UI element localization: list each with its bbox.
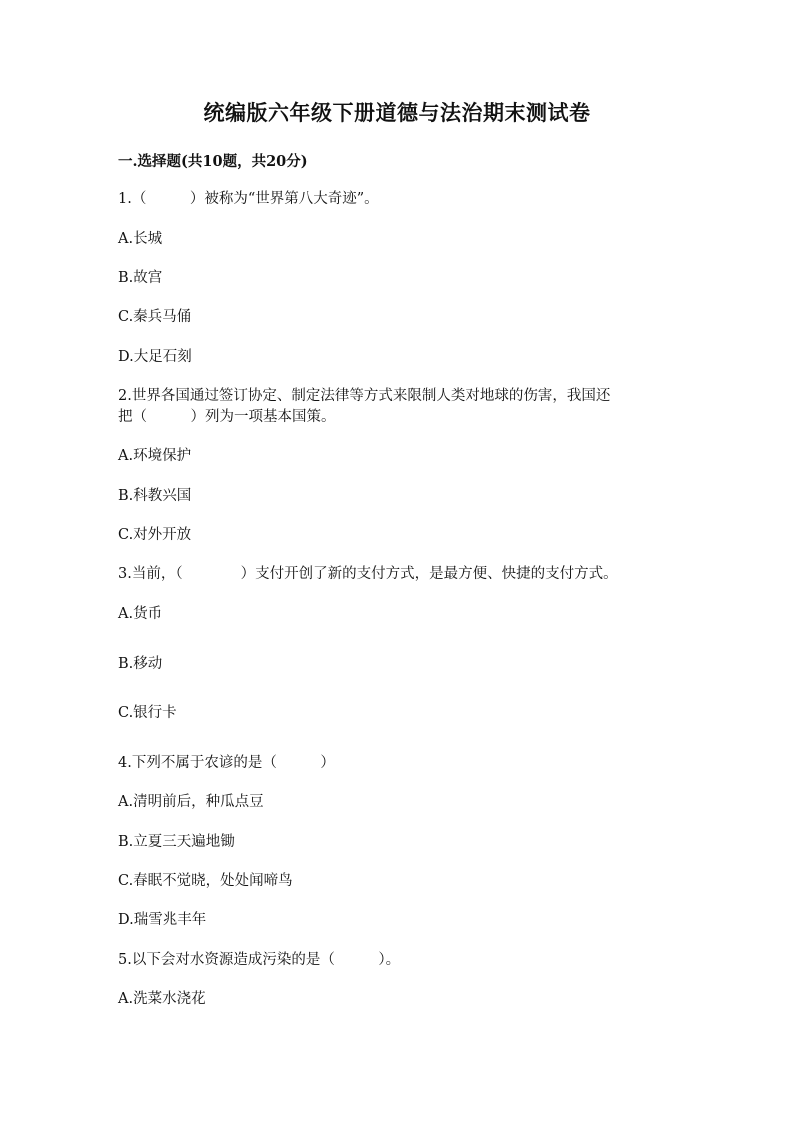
question-3-option-a: A.货币 <box>118 606 163 622</box>
question-2-option-c: C.对外开放 <box>118 527 192 543</box>
question-4-option-c: C.春眠不觉晓，处处闻啼鸟 <box>118 873 293 889</box>
question-2-option-b: B.科教兴国 <box>118 488 192 504</box>
question-3-stem: 3.当前，（ ）支付开创了新的支付方式，是最方便、快捷的支付方式。 <box>118 566 618 582</box>
question-2-stem-line-1: 2.世界各国通过签订协定、制定法律等方式来限制人类对地球的伤害，我国还 <box>118 388 611 404</box>
question-5-option-a: A.洗菜水浇花 <box>118 991 206 1007</box>
question-2-option-a: A.环境保护 <box>118 448 192 464</box>
question-4-stem: 4.下列不属于农谚的是（ ） <box>118 755 335 771</box>
question-3-option-b: B.移动 <box>118 656 163 672</box>
page-title: 统编版六年级下册道德与法治期末测试卷 <box>203 100 591 125</box>
question-4-option-d: D.瑞雪兆丰年 <box>118 912 207 928</box>
section-heading: 一.选择题(共10题，共20分) <box>118 153 308 170</box>
question-4-option-b: B.立夏三天遍地锄 <box>118 834 235 850</box>
question-2-stem-line-2: 把（ ）列为一项基本国策。 <box>118 409 336 425</box>
question-1-stem: 1.（ ）被称为“世界第八大奇迹”。 <box>118 191 379 207</box>
question-4-option-a: A.清明前后，种瓜点豆 <box>118 794 264 810</box>
question-3-option-c: C.银行卡 <box>118 705 177 721</box>
question-1-option-c: C.秦兵马俑 <box>118 309 192 325</box>
question-5-stem: 5.以下会对水资源造成污染的是（ ）。 <box>118 952 401 968</box>
question-1-option-d: D.大足石刻 <box>118 349 192 365</box>
question-1-option-b: B.故宫 <box>118 270 163 286</box>
question-1-option-a: A.长城 <box>118 231 163 247</box>
